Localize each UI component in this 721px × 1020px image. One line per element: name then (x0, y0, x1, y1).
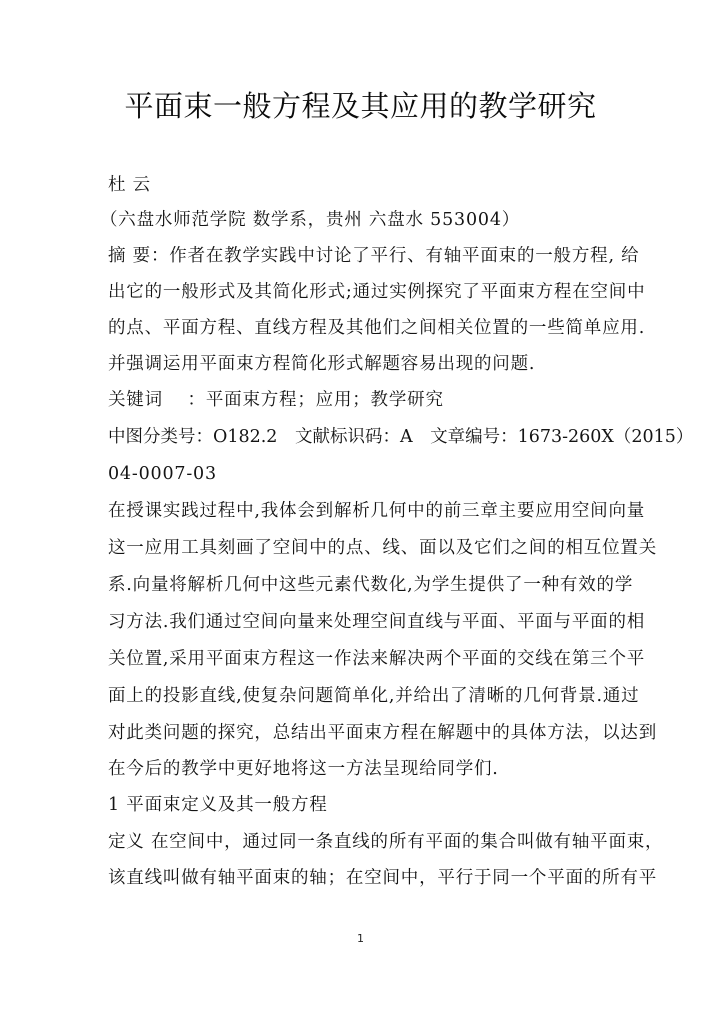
abstract-line: 并强调运用平面束方程简化形式解题容易出现的问题. (108, 354, 536, 374)
keywords-line: 关键词 ：平面束方程；应用；教学研究 (108, 390, 444, 410)
author-affiliation: （六盘水师范学院 数学系，贵州 六盘水 553004） (100, 210, 521, 230)
intro-paragraph-line: 关位置,采用平面束方程这一作法来解决两个平面的交线在第三个平 (108, 649, 646, 669)
classification-line: 中图分类号：O182.2 文献标识码：A 文章编号：1673-260X（2015） (108, 427, 694, 447)
page-number: 1 (357, 932, 364, 945)
abstract-line: 出它的一般形式及其简化形式;通过实例探究了平面束方程在空间中 (108, 282, 646, 302)
intro-paragraph-line: 习方法.我们通过空间向量来处理空间直线与平面、平面与平面的相 (108, 612, 646, 632)
abstract-line: 摘 要：作者在教学实践中讨论了平行、有轴平面束的一般方程, 给 (108, 246, 640, 266)
intro-paragraph-line: 面上的投影直线,使复杂问题简单化,并给出了清晰的几何背景.通过 (108, 686, 640, 706)
intro-paragraph-line: 系.向量将解析几何中这些元素代数化,为学生提供了一种有效的学 (108, 575, 634, 595)
paper-title: 平面束一般方程及其应用的教学研究 (124, 89, 597, 123)
definition-line: 定义 在空间中，通过同一条直线的所有平面的集合叫做有轴平面束， (108, 832, 664, 852)
section-heading: 1 平面束定义及其一般方程 (108, 795, 328, 815)
author-name: 杜 云 (108, 175, 151, 195)
definition-line: 该直线叫做有轴平面束的轴；在空间中，平行于同一个平面的所有平 (108, 868, 657, 888)
intro-paragraph-line: 在今后的教学中更好地将这一方法呈现给同学们. (108, 759, 499, 779)
intro-paragraph-line: 这一应用工具刻画了空间中的点、线、面以及它们之间的相互位置关 (108, 538, 657, 558)
intro-paragraph-line: 在授课实践过程中,我体会到解析几何中的前三章主要应用空间向量 (108, 501, 646, 521)
intro-paragraph-line: 对此类问题的探究，总结出平面束方程在解题中的具体方法，以达到 (108, 723, 657, 743)
abstract-line: 的点、平面方程、直线方程及其他们之间相关位置的一些简单应用. (108, 318, 646, 338)
classification-line-continued: 04-0007-03 (108, 464, 217, 484)
